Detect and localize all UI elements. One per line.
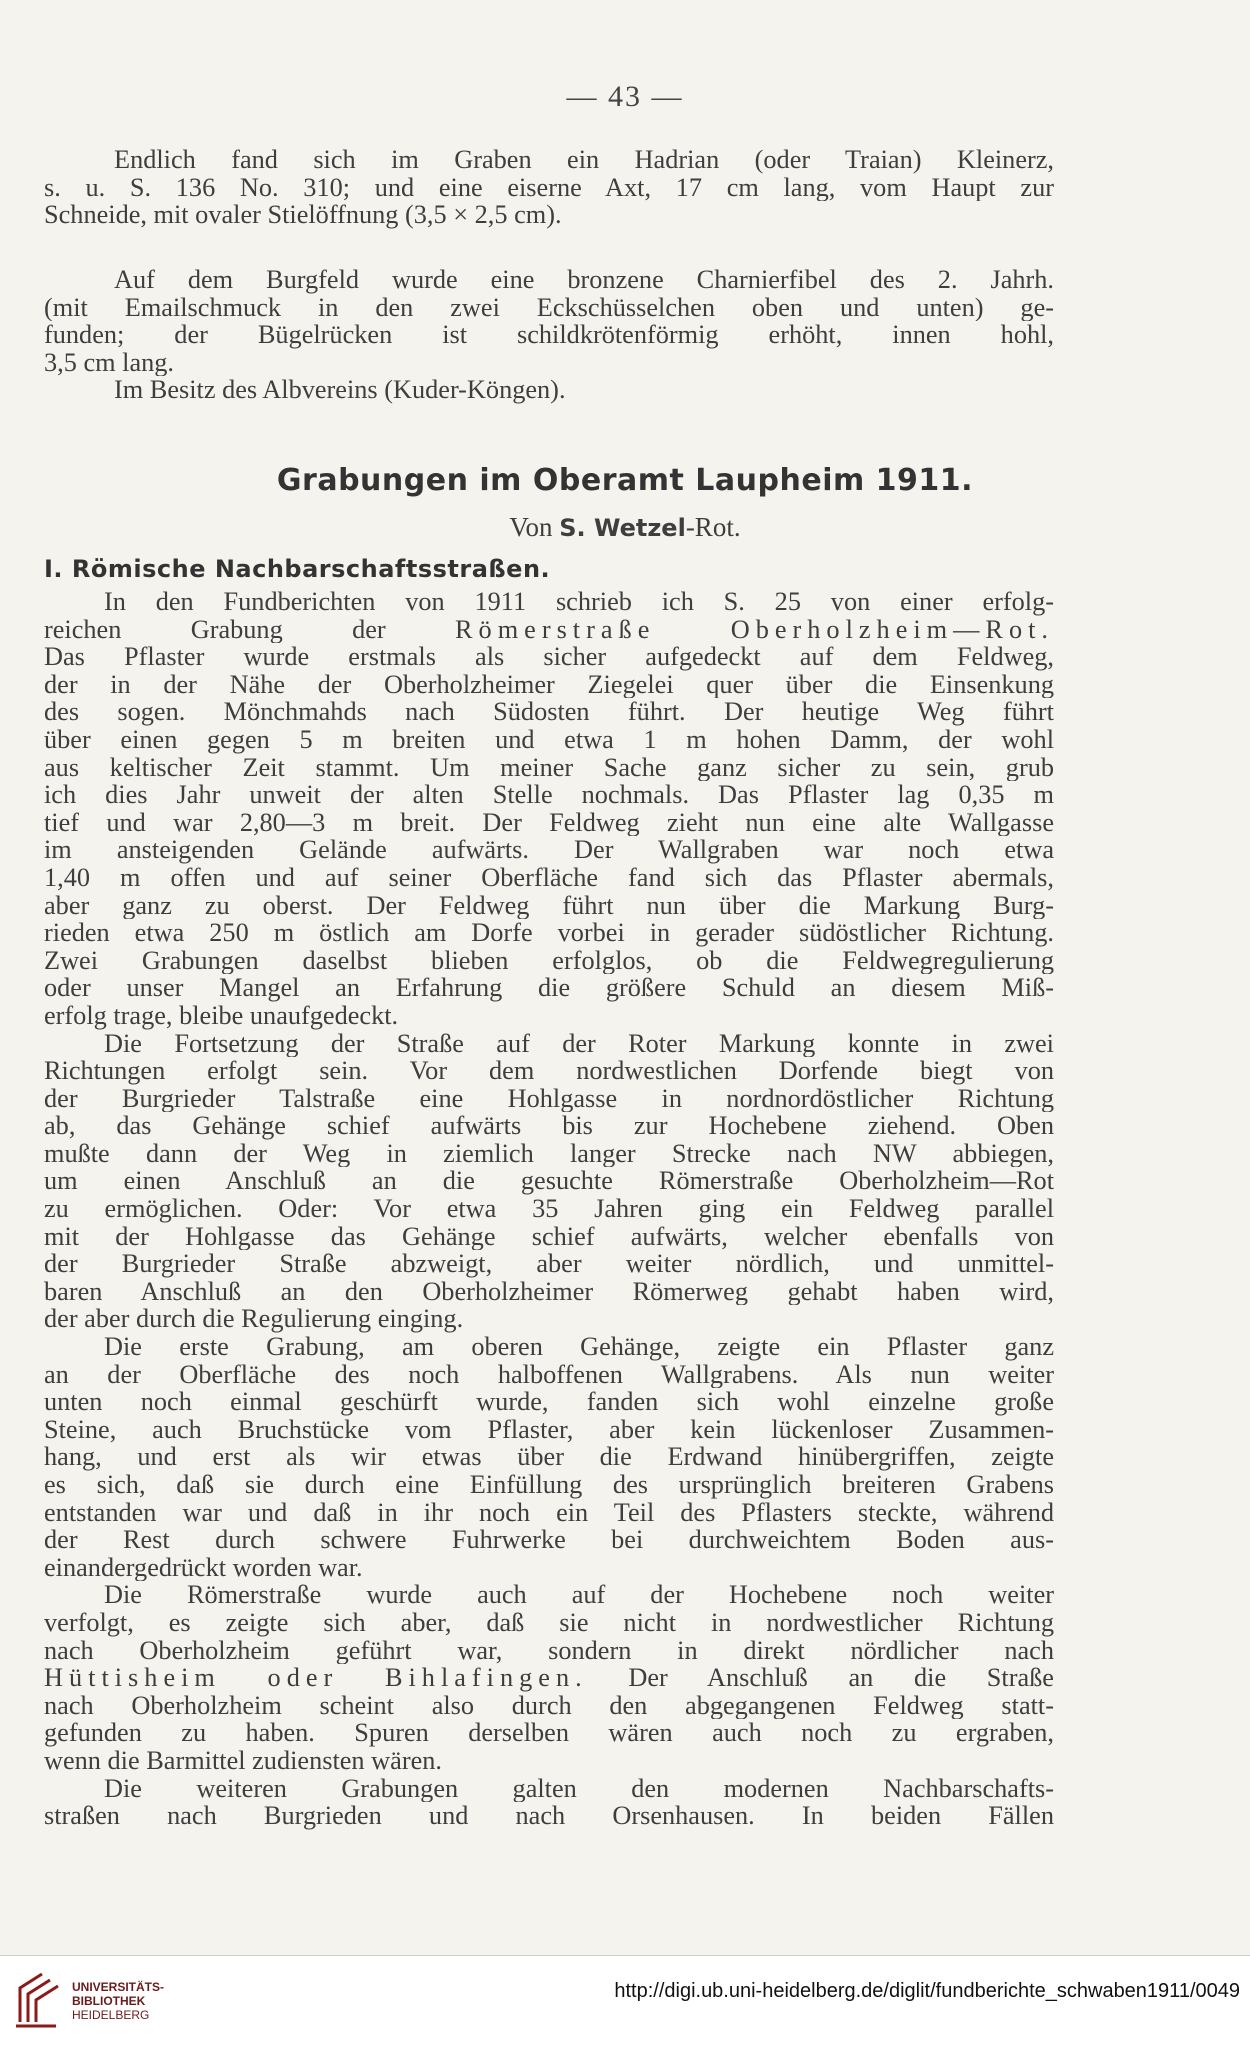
text-line: Auf dem Burgfeld wurde eine bronzene Charnierfibel des 2. Jahrh.	[114, 266, 1054, 294]
text-line: Im Besitz des Albvereins (Kuder-Köngen).	[114, 376, 566, 404]
text-line: funden; der Bügelrücken ist schildkrötenförmig erhöht, innen hohl,	[44, 321, 1054, 349]
text-line: s. u. S. 136 No. 310; und eine eiserne Axt, 17 cm lang, vom Haupt zur	[44, 173, 1054, 202]
text-line: nach Oberholzheim geführt war, sondern in direkt nördlicher nach	[44, 1636, 1054, 1665]
text-line: hang, und erst als wir etwas über die Erdwand hinübergriffen, zeigte	[44, 1443, 1054, 1471]
university-library-logo-icon	[12, 1970, 62, 2030]
text-line: Die Fortsetzung der Straße auf der Roter Markung konnte in zwei	[104, 1029, 1054, 1058]
text-line: um einen Anschluß an die gesuchte Römerstraße Oberholzheim—Rot	[44, 1167, 1054, 1196]
author-place: -Rot.	[685, 512, 741, 542]
text-line: Zwei Grabungen daselbst blieben erfolglos, ob die Feldwegregulierung	[44, 946, 1054, 975]
text-line: im ansteigenden Gelände aufwärts. Der Wallgraben war noch etwa	[44, 836, 1054, 864]
text-line: über einen gegen 5 m breiten und etwa 1 m hohen Damm, der wohl	[44, 725, 1054, 754]
text-line: verfolgt, es zeigte sich aber, daß sie nicht in nordwestlicher Richtung	[44, 1608, 1054, 1637]
text-line: straßen nach Burgrieden und nach Orsenhausen. In beiden Fällen	[44, 1802, 1054, 1830]
section-heading: I. Römische Nachbarschaftsstraßen.	[44, 555, 551, 583]
byline-von: Von	[509, 512, 553, 542]
page-number: — 43 —	[566, 80, 684, 113]
text-line: tief und war 2,80—3 m breit. Der Feldweg zieht nun eine alte Wallgasse	[44, 808, 1054, 837]
text-line: der Burgrieder Talstraße eine Hohlgasse in nordnordöstlicher Richtung	[44, 1084, 1054, 1113]
text-line: Die Römerstraße wurde auch auf der Hochebene noch weiter	[104, 1581, 1054, 1609]
text-line: der in der Nähe der Oberholzheimer Ziegelei quer über die Einsenkung	[44, 670, 1054, 699]
text-line: entstanden war und daß in ihr noch ein Teil des Pflasters steckte, während	[44, 1498, 1054, 1527]
text-line: gefunden zu haben. Spuren derselben wären auch noch zu ergraben,	[44, 1719, 1054, 1747]
author-name: S. Wetzel	[559, 514, 686, 542]
text-line: Schneide, mit ovaler Stielöffnung (3,5 × 2,5 cm).	[44, 201, 562, 229]
text-line: Die erste Grabung, am oberen Gehänge, zeigte ein Pflaster ganz	[104, 1333, 1054, 1361]
text-line: ich dies Jahr unweit der alten Stelle nochmals. Das Pflaster lag 0,35 m	[44, 781, 1054, 809]
text-line: reichen Grabung der Römerstraße Oberholzheim—Rot.	[44, 615, 1054, 644]
intro-paragraph-1	[44, 146, 1054, 229]
text-line: wenn die Barmittel zudiensten wären.	[44, 1746, 442, 1775]
text-line: der Burgrieder Straße abzweigt, aber weiter nördlich, und unmittel-	[44, 1250, 1054, 1278]
text-line: rieden etwa 250 m östlich am Dorfe vorbei in gerader südöstlicher Richtung.	[44, 919, 1054, 947]
text-line: mit der Hohlgasse das Gehänge schief aufwärts, welcher ebenfalls von	[44, 1222, 1054, 1251]
article-byline	[0, 512, 1250, 543]
text-line: erfolg trage, bleibe unaufgedeckt.	[44, 1001, 399, 1030]
body-text	[44, 588, 1054, 1830]
text-line: Steine, auch Bruchstücke vom Pflaster, aber kein lückenloser Zusammen-	[44, 1415, 1054, 1444]
source-url-link[interactable]: http://digi.ub.uni-heidelberg.de/diglit/fundberichte_schwaben1911/0049	[614, 1980, 1240, 2002]
text-line: Richtungen erfolgt sein. Vor dem nordwestlichen Dorfende biegt von	[44, 1057, 1054, 1085]
text-line: ab, das Gehänge schief aufwärts bis zur Hochebene ziehend. Oben	[44, 1112, 1054, 1140]
text-line: aus keltischer Zeit stammt. Um meiner Sache ganz sicher zu sein, grub	[44, 753, 1054, 782]
text-line: nach Oberholzheim scheint also durch den abgegangenen Feldweg statt-	[44, 1691, 1054, 1720]
text-line: Das Pflaster wurde erstmals als sicher aufgedeckt auf dem Feldweg,	[44, 643, 1054, 671]
text-line: oder unser Mangel an Erfahrung die größere Schuld an diesem Miß-	[44, 974, 1054, 1002]
text-line: an der Oberfläche des noch halboffenen Wallgrabens. Als nun weiter	[44, 1360, 1054, 1389]
text-line: (mit Emailschmuck in den zwei Eckschüsselchen oben und unten) ge-	[44, 293, 1054, 322]
text-line: des sogen. Mönchmahds nach Südosten führt. Der heutige Weg führt	[44, 698, 1054, 726]
text-line: zu ermöglichen. Oder: Vor etwa 35 Jahren ging ein Feldweg parallel	[44, 1195, 1054, 1223]
intro-paragraph-2	[44, 266, 1054, 404]
text-line: aber ganz zu oberst. Der Feldweg führt nun über die Markung Burg-	[44, 891, 1054, 920]
text-line: Hüttisheim oder Bihlafingen. Der Anschluß an die Straße	[44, 1664, 1054, 1692]
viewer-footer	[0, 1955, 1250, 2046]
text-line: es sich, daß sie durch eine Einfüllung des ursprünglich breiteren Grabens	[44, 1471, 1054, 1499]
text-line: unten noch einmal geschürft wurde, fanden sich wohl einzelne große	[44, 1388, 1054, 1416]
text-line: In den Fundberichten von 1911 schrieb ich S. 25 von einer erfolg-	[104, 588, 1054, 616]
text-line: der Rest durch schwere Fuhrwerke bei durchweichtem Boden aus-	[44, 1526, 1054, 1554]
text-line: der aber durch die Regulierung einging.	[44, 1305, 464, 1334]
text-line: einandergedrückt worden war.	[44, 1553, 363, 1582]
text-line: 3,5 cm lang.	[44, 348, 174, 377]
article-title: Grabungen im Oberamt Laupheim 1911.	[276, 463, 974, 498]
text-line: Die weiteren Grabungen galten den modernen Nachbarschafts-	[104, 1774, 1054, 1803]
text-line: mußte dann der Weg in ziemlich langer Strecke nach NW abbiegen,	[44, 1139, 1054, 1168]
text-line: Endlich fand sich im Graben ein Hadrian (oder Traian) Kleinerz,	[114, 146, 1054, 174]
library-name: UNIVERSITÄTS- BIBLIOTHEK HEIDELBERG	[72, 1980, 165, 2022]
text-line: baren Anschluß an den Oberholzheimer Römerweg gehabt haben wird,	[44, 1277, 1054, 1306]
text-line: 1,40 m offen und auf seiner Oberfläche fand sich das Pflaster abermals,	[44, 863, 1054, 892]
